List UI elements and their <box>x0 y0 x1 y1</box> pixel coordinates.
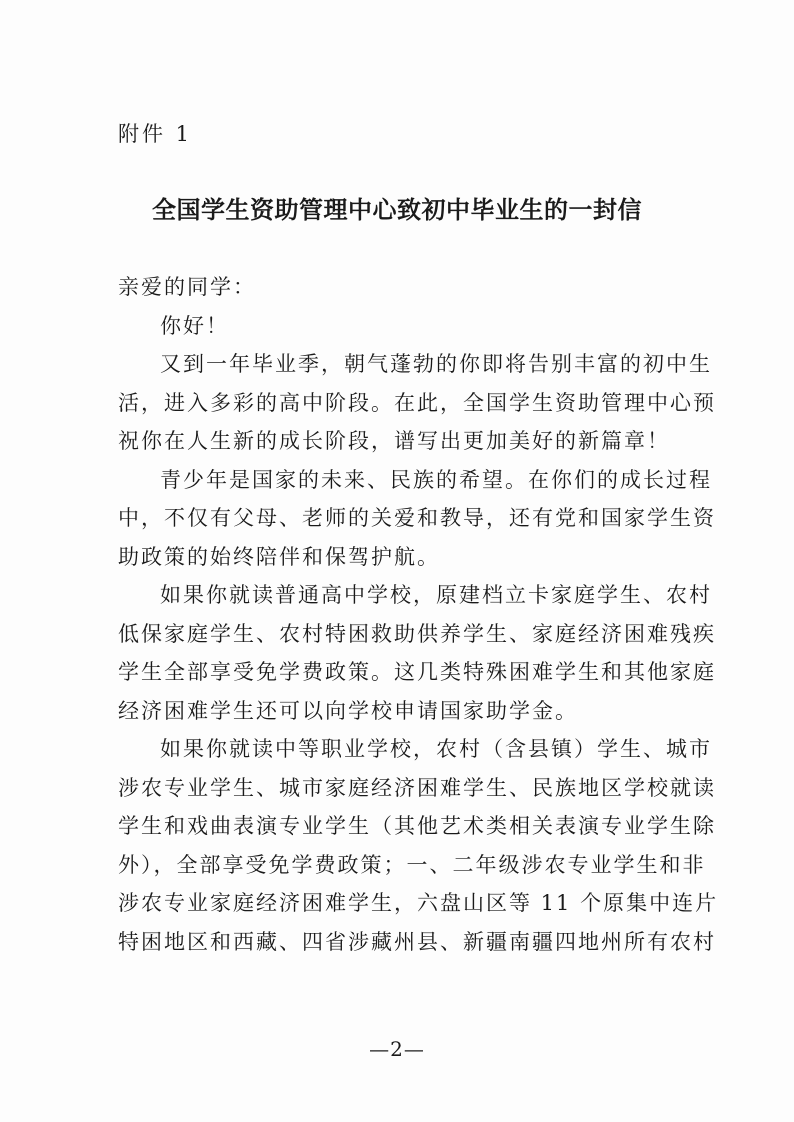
paragraph-line: 涉农专业家庭经济困难学生，六盘山区等 11 个原集中连片 <box>118 891 719 915</box>
paragraph-line: 经济困难学生还可以向学校申请国家助学金。 <box>118 698 578 723</box>
paragraph-line: 低保家庭学生、农村特困救助供养学生、家庭经济困难残疾 <box>118 621 716 646</box>
paragraph-line: 青少年是国家的未来、民族的希望。在你们的成长过程 <box>160 467 712 492</box>
document-title: 全国学生资助管理中心致初中毕业生的一封信 <box>152 196 642 224</box>
paragraph-line: 如果你就读普通高中学校，原建档立卡家庭学生、农村 <box>160 583 712 607</box>
paragraph-line: 学生和戏曲表演专业学生（其他艺术类相关表演专业学生除 <box>118 814 716 838</box>
paragraph-line: 外），全部享受免学费政策；一、二年级涉农专业学生和非 <box>118 852 706 877</box>
page-number: —2— <box>369 1037 425 1061</box>
paragraph-line: 祝你在人生新的成长阶段，谱写出更加美好的新篇章！ <box>118 429 670 453</box>
paragraph-line: 如果你就读中等职业学校，农村（含县镇）学生、城市 <box>160 737 712 761</box>
letter-body <box>118 268 719 961</box>
paragraph-line: 中，不仅有父母、老师的关爱和教导，还有党和国家学生资 <box>118 506 716 530</box>
paragraph-line: 涉农专业学生、城市家庭经济困难学生、民族地区学校就读 <box>118 775 716 800</box>
paragraph-line: 又到一年毕业季，朝气蓬勃的你即将告别丰富的初中生 <box>160 352 712 376</box>
paragraph-line: 学生全部享受免学费政策。这几类特殊困难学生和其他家庭 <box>118 660 716 684</box>
paragraph-line: 活，进入多彩的高中阶段。在此，全国学生资助管理中心预 <box>118 390 716 415</box>
paragraph-line: 特困地区和西藏、四省涉藏州县、新疆南疆四地州所有农村 <box>118 929 716 954</box>
paragraph-line: 助政策的始终陪伴和保驾护航。 <box>118 544 440 569</box>
salutation-line: 亲爱的同学： <box>118 275 256 299</box>
greeting-line: 你好！ <box>160 313 229 338</box>
attachment-label: 附件 1 <box>118 122 193 146</box>
